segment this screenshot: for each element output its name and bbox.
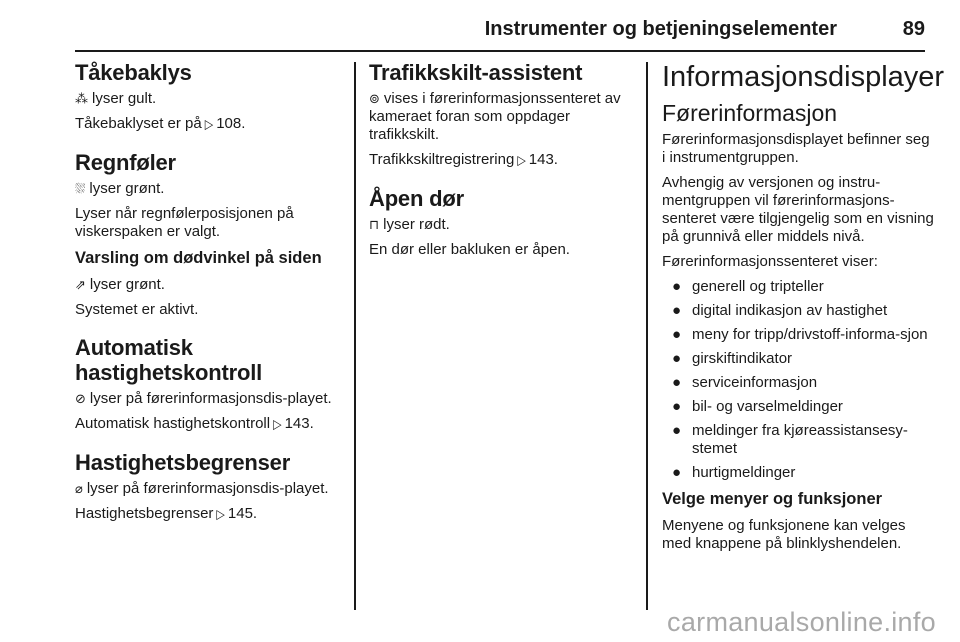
list-item: ● bil- og varselmeldinger <box>672 398 843 415</box>
section-heading: Åpen dør <box>369 186 464 211</box>
section-subtitle: Førerinformasjon <box>662 100 838 126</box>
section-blind-spot: Varsling om dødvinkel på siden ⇗ lyser grønt. Systemet er aktivt. <box>75 248 345 319</box>
list-item: ● generell og tripteller <box>672 278 824 295</box>
column-divider-2 <box>646 62 648 610</box>
section-traffic-sign: Trafikkskilt-assistent ⊚ vises i førerinformasjonssenteret av kameraet foran som oppdager trafikkskilt. Trafikkskiltregistrering ▷ 143. <box>369 60 631 170</box>
page-reference[interactable]: 145. <box>227 505 258 522</box>
list-item: ● hurtigmeldinger <box>672 464 796 481</box>
section-heading: Trafikkskilt-assistent <box>369 60 583 85</box>
section-heading: Tåkebaklys <box>75 60 192 85</box>
section-door-open: Åpen dør ⊓ lyser rødt. En dør eller bakluken er åpen. <box>369 186 631 259</box>
column-3: Informasjonsdisplayer Førerinformasjon Førerinformasjonsdisplayet befinner seg i instrumentgruppen. Avhengig av versjonen og instru-mentgruppen vil førerinformasjons-senteret være tilgjengelig som en visning på grunnivå eller middels nivå. Førerinformasjonssenteret viser: ● generell og tripteller ● digital indikasjon av hastighet ● meny for tripp/drivstoff-informa-sjon ● girskiftindikator ● serviceinformasjon ● bil- og varselmeldinger ● meldinger fra kjøreassistansesy-stemet ● hurtigmeldinger Velge menyer og funksjoner Menyene og funksjonene kan velges med knappene på blinklyshendelen. <box>662 61 945 552</box>
rear-fog-light-icon: ⁂ <box>75 91 88 106</box>
section-cruise-control: Automatisk hastighetskontroll ⊘ lyser på førerinformasjonsdis-playet. Automatisk hastighetskontroll ▷ 143. <box>75 335 345 434</box>
list-item: ● girskiftindikator <box>672 350 793 367</box>
page-reference[interactable]: 143. <box>284 415 314 432</box>
traffic-sign-icon: ⊚ <box>369 91 380 106</box>
list-item: ● serviceinformasjon <box>672 374 818 391</box>
triangle-right-icon[interactable]: ▷ <box>273 417 282 433</box>
page-reference[interactable]: 143. <box>528 151 558 168</box>
section-rain-sensor: Regnføler ⛆ lyser grønt. Lyser når regnfølerposisjonen på viskerspaken er valgt. <box>75 150 345 241</box>
speed-limiter-icon: ⌀ <box>75 481 83 496</box>
section-speed-limiter: Hastighetsbegrenser ⌀ lyser på førerinformasjonsdis-playet. Hastighetsbegrenser ▷ 145. <box>75 450 345 524</box>
rain-sensor-icon: ⛆ <box>75 181 86 196</box>
section-heading: Automatisk hastighetskontroll <box>75 335 263 385</box>
column-2 <box>369 60 631 266</box>
list-item: ● meldinger fra kjøreassistansesy-stemet <box>672 422 908 457</box>
cruise-control-icon: ⊘ <box>75 391 86 406</box>
triangle-right-icon[interactable]: ▷ <box>517 153 526 169</box>
blind-spot-icon: ⇗ <box>75 277 86 292</box>
section-rear-fog-light: Tåkebaklys ⁂ lyser gult. Tåkebaklyset er på ▷ 108. <box>75 60 345 134</box>
triangle-right-icon[interactable]: ▷ <box>216 507 225 523</box>
list-item: ● digital indikasjon av hastighet <box>672 302 888 319</box>
section-heading: Velge menyer og funksjoner <box>662 490 883 508</box>
column-1 <box>75 60 345 531</box>
header-title: Instrumenter og betjeningselementer <box>484 18 837 40</box>
watermark: carmanualsonline.info <box>667 607 936 637</box>
page-header <box>75 10 925 52</box>
page-reference[interactable]: 108. <box>216 115 246 132</box>
section-heading: Hastighetsbegrenser <box>75 450 291 475</box>
page-number: 89 <box>902 18 925 40</box>
column-divider-1 <box>354 62 356 610</box>
chapter-title: Informasjonsdisplayer <box>662 61 945 93</box>
info-list <box>662 278 934 482</box>
list-item: ● meny for tripp/drivstoff-informa-sjon <box>672 326 928 343</box>
section-heading: Regnføler <box>75 150 176 175</box>
header-rule <box>75 50 925 52</box>
door-open-icon: ⊓ <box>369 217 380 232</box>
triangle-right-icon[interactable]: ▷ <box>204 117 214 133</box>
section-heading: Varsling om dødvinkel på siden <box>75 249 322 267</box>
